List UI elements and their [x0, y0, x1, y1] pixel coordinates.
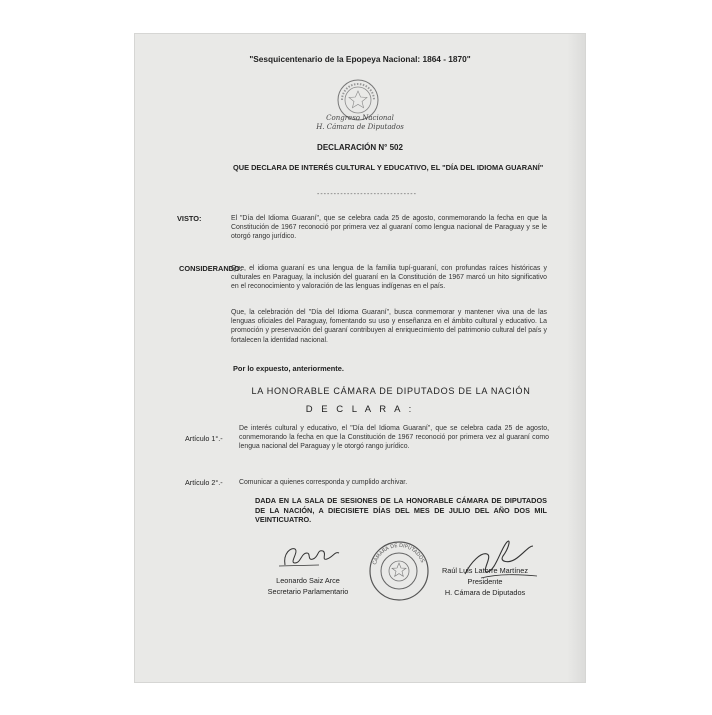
official-stamp-icon	[367, 539, 431, 603]
seal-line-congreso: Congreso Nacional	[326, 114, 394, 122]
considerando-paragraph-2: Que, la celebración del "Día del Idioma Guaraní", busca conmemorar y mantener viva una de las lenguas oficiales del Paraguay, fomentando su uso y enseñanza en el ámbito cultural y educativo. La promoción y preservación del guaraní contribuyen al enriquecimiento del patrimonio cultural del país y fortalecen la identidad nacional.	[231, 309, 547, 344]
article-1-label: Artículo 1°.-	[185, 434, 223, 443]
signature-left-icon	[255, 539, 365, 571]
considerando-paragraph-1: Que, el idioma guaraní es una lengua de la familia tupí-guaraní, con profundas raíces históricas y culturales en Paraguay, la inclusión del guaraní en la Constitución de 1967 marcó un hito significativo en el reconocimiento y valoración de las lenguas indígenas en el país.	[231, 265, 547, 291]
header-epopeya: "Sesquicentenario de la Epopeya Nacional: 1864 - 1870"	[249, 54, 471, 64]
por-lo-expuesto: Por lo expuesto, anteriormente.	[233, 364, 344, 373]
signer-right-institution: H. Cámara de Diputados	[444, 588, 526, 597]
article-2-label: Artículo 2°.-	[185, 478, 223, 487]
signer-left-title: Secretario Parlamentario	[267, 587, 349, 596]
article-1-text: De interés cultural y educativo, el "Día del Idioma Guaraní", que se celebra cada 25 de agosto, conmemorando la fecha en que la Constitución de 1967 reconoció por primera vez al guaraní como lengua nacional del Paraguay y le otorgó rango jurídico.	[239, 425, 549, 451]
signer-right-name: Raúl Luis Latorre Martínez	[442, 566, 528, 575]
signer-right-title: Presidente	[467, 577, 503, 586]
article-2-text: Comunicar a quienes corresponda y cumplido archivar.	[239, 479, 408, 486]
document-page	[135, 34, 585, 682]
declaration-subject: QUE DECLARA DE INTERÉS CULTURAL Y EDUCATIVO, EL "DÍA DEL IDIOMA GUARANÍ"	[233, 163, 544, 172]
visto-text: El "Día del Idioma Guaraní", que se celebra cada 25 de agosto, conmemorando la fecha en que la Constitución de 1967 reconoció por primera vez al guaraní como lengua nacional de Paraguay y se le otorgó rango jurídico.	[231, 215, 547, 241]
declaration-number: DECLARACIÓN N° 502	[317, 143, 403, 152]
considerando-label: CONSIDERANDO:	[179, 264, 243, 273]
visto-label: VISTO:	[177, 214, 202, 223]
dada-en-la-sala: DADA EN LA SALA DE SESIONES DE LA HONORABLE CÁMARA DE DIPUTADOS DE LA NACIÓN, A DIECISIETE DÍAS DEL MES DE JULIO DEL AÑO DOS MIL VEINTICUATRO.	[255, 496, 547, 525]
declara-heading: D E C L A R A :	[305, 404, 415, 415]
stamp-text: CÁMARA DE DIPUTADOS	[371, 542, 426, 566]
separator-dashes: ------------------------------	[317, 191, 417, 198]
seal-line-camara: H. Cámara de Diputados	[316, 123, 404, 131]
signer-left-name: Leonardo Saiz Arce	[276, 576, 340, 585]
honorable-camara-heading: LA HONORABLE CÁMARA DE DIPUTADOS DE LA NACIÓN	[251, 386, 531, 396]
